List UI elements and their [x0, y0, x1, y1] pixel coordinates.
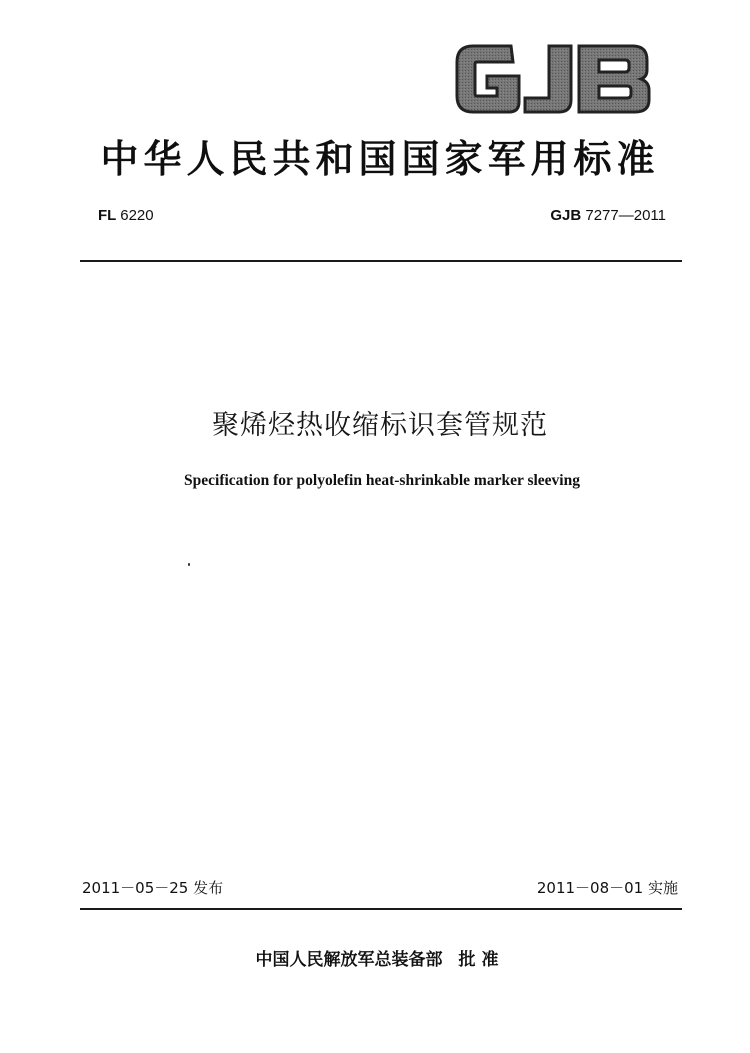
standard-title: 中华人民共和国国家军用标准	[100, 136, 660, 181]
issuer-name: 中国人民解放军总装备部	[255, 950, 443, 970]
classification-code	[98, 207, 154, 224]
issuer-line	[0, 945, 750, 970]
implement-date: 2011－08－01 实施	[536, 879, 678, 897]
issue-date: 2011－05－25 发布	[82, 879, 224, 897]
header-divider	[80, 260, 682, 262]
classification-label: FL	[98, 207, 117, 224]
scan-speck	[188, 563, 190, 566]
approve-label: 批准	[458, 950, 505, 970]
document-title-en: Specification for polyolefin heat-shrinkable marker sleeving	[184, 472, 580, 489]
standard-code-number: 7277—2011	[585, 207, 666, 224]
standard-code	[550, 207, 666, 224]
classification-number: 6220	[120, 207, 154, 224]
standard-code-label: GJB	[550, 207, 582, 224]
footer-divider	[80, 908, 682, 910]
document-title-cn: 聚烯烃热收缩标识套管规范	[212, 410, 548, 441]
gjb-logo	[453, 40, 653, 118]
